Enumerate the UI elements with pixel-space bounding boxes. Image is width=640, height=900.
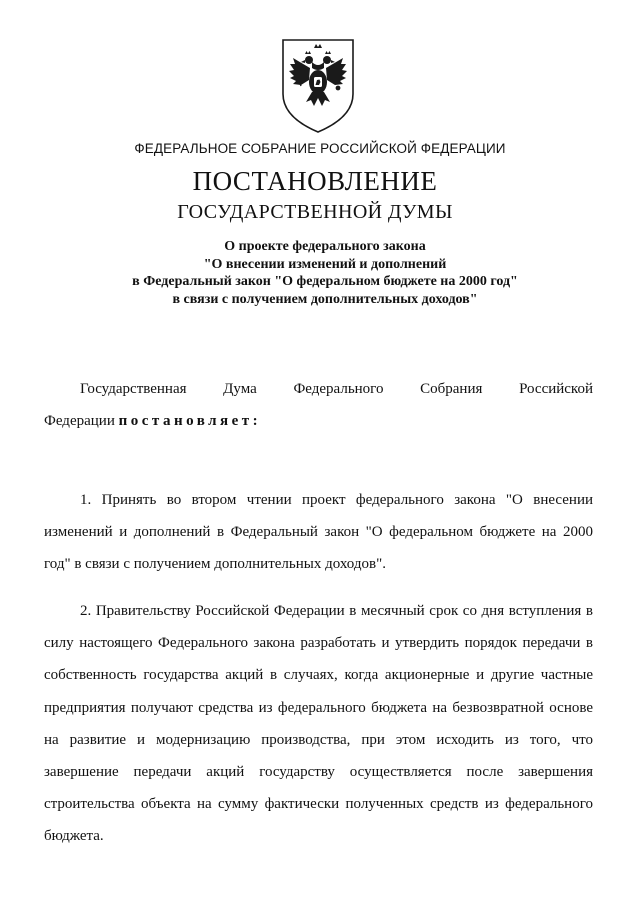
paragraph-line: предприятия получают средства из федерального бюджета на безвозвратной основе bbox=[44, 699, 593, 716]
decree-subject bbox=[90, 238, 560, 308]
paragraph-line: собственность государства акций в случаях, когда акционерные и другие частные bbox=[44, 667, 593, 684]
intro-paragraph bbox=[44, 373, 593, 437]
paragraph-line: строительства объекта на сумму фактически полученных средств из федерального bbox=[44, 796, 593, 813]
paragraph-line: 1. Принять во втором чтении проект федерального закона "О внесении bbox=[80, 492, 593, 508]
paragraph-2 bbox=[44, 595, 593, 853]
subject-line: в Федеральный закон "О федеральном бюджете на 2000 год" bbox=[132, 274, 518, 289]
paragraph-line: год" в связи с получением дополнительных доходов". bbox=[44, 556, 386, 573]
paragraph-line: Государственная Дума Федерального Собрания Российской bbox=[80, 381, 593, 397]
russian-coat-of-arms-icon bbox=[281, 38, 355, 134]
paragraph-line: завершение передачи акций государству осуществляется после завершения bbox=[44, 764, 593, 781]
intro-prefix: Федерации bbox=[44, 413, 119, 430]
decree-issuer: ГОСУДАРСТВЕННОЙ ДУМЫ bbox=[177, 201, 453, 223]
decree-title: ПОСТАНОВЛЕНИЕ bbox=[192, 166, 438, 196]
subject-line: О проекте федерального закона bbox=[224, 239, 426, 254]
decree-verb: постановляет: bbox=[118, 413, 262, 430]
paragraph-1 bbox=[44, 484, 593, 581]
assembly-heading: ФЕДЕРАЛЬНОЕ СОБРАНИЕ РОССИЙСКОЙ ФЕДЕРАЦИИ bbox=[134, 141, 506, 156]
paragraph-line bbox=[44, 405, 593, 437]
paragraph-line: силу настоящего Федерального закона разработать и утвердить порядок передачи в bbox=[44, 635, 593, 652]
paragraph-line: бюджета. bbox=[44, 828, 104, 845]
subject-line: в связи с получением дополнительных доходов" bbox=[172, 291, 478, 307]
subject-line: "О внесении изменений и дополнений bbox=[203, 256, 447, 272]
paragraph-line: изменений и дополнений в Федеральный закон "О федеральном бюджете на 2000 bbox=[44, 524, 593, 541]
paragraph-line: 2. Правительству Российской Федерации в месячный срок со дня вступления в bbox=[80, 603, 593, 619]
paragraph-line: на развитие и модернизацию производства, при этом исходить из того, что bbox=[44, 731, 593, 748]
